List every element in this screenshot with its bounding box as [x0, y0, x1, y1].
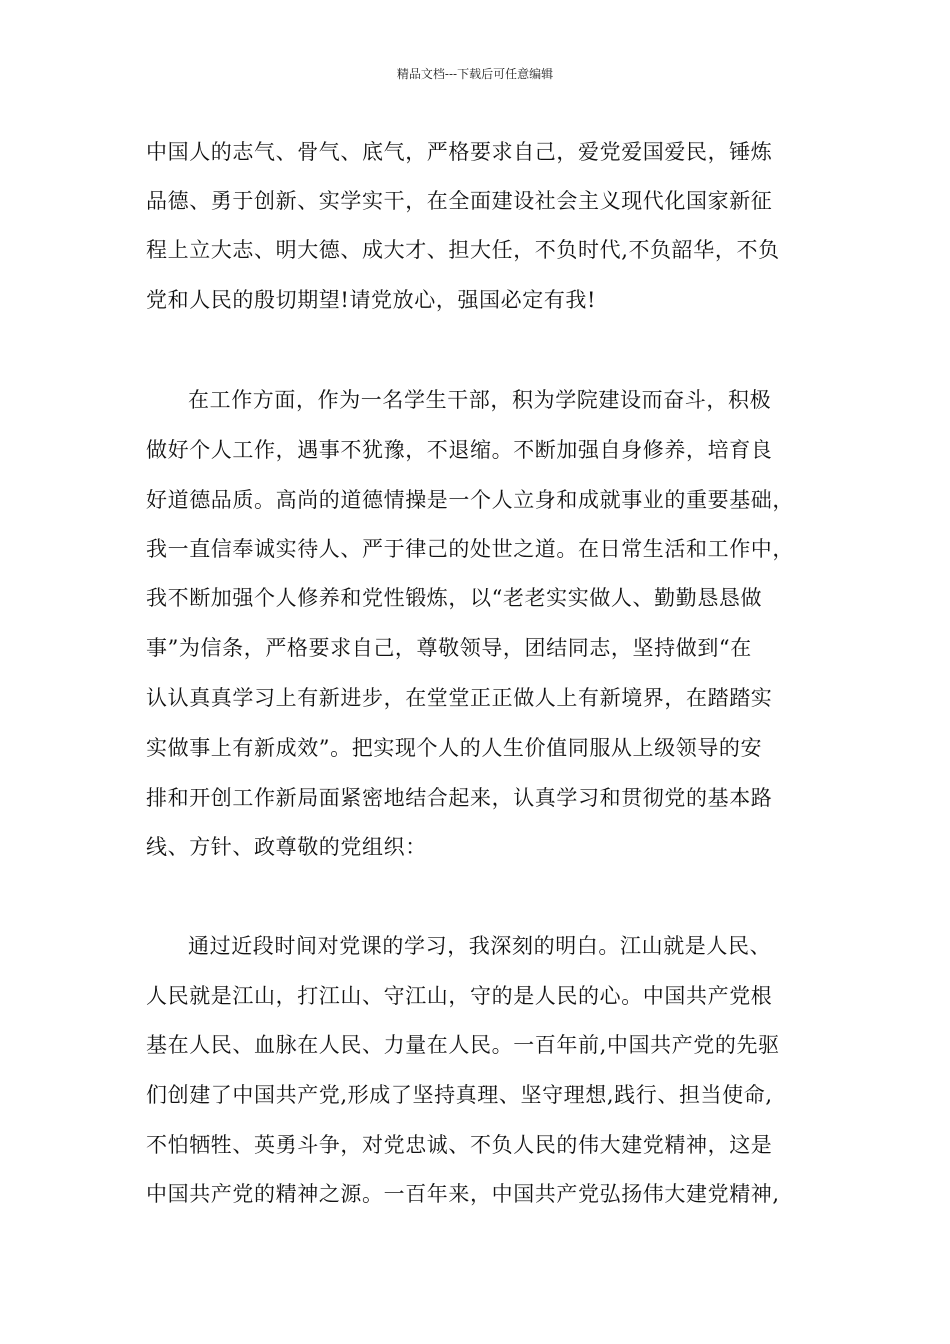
text-line: 中国共产党的精神之源。一百年来，中国共产党弘扬伟大建党精神, — [146, 1182, 780, 1206]
text-line: 人民就是江山，打江山、守江山，守的是人民的心。中国共产党根 — [146, 984, 773, 1008]
text-line: 好道德品质。高尚的道德情操是一个人立身和成就事业的重要基础， — [146, 488, 794, 512]
text-line: 做好个人工作，遇事不犹豫，不退缩。不断加强自身修养，培育良 — [146, 438, 773, 462]
page-header: 精品文档---下载后可任意编辑 — [396, 67, 554, 81]
text-line: 我不断加强个人修养和党性锻炼，以“老老实实做人、勤勤恳恳做 — [146, 586, 763, 610]
text-line: 线、方针、政尊敬的党组织： — [146, 835, 427, 859]
text-line: 程上立大志、明大德、成大才、担大任，不负时代,不负韶华，不负 — [146, 238, 780, 262]
text-line: 事”为信条，严格要求自己，尊敬领导，团结同志，坚持做到“在 — [146, 636, 752, 660]
text-line: 不怕牺牲、英勇斗争，对党忠诚、不负人民的伟大建党精神，这是 — [146, 1133, 773, 1157]
text-line: 党和人民的殷切期望!请党放心，强国必定有我! — [146, 288, 597, 312]
text-line: 实做事上有新成效”。把实现个人的人生价值同服从上级领导的安 — [146, 736, 763, 760]
text-line: 基在人民、血脉在人民、力量在人民。一百年前,中国共产党的先驱 — [146, 1033, 780, 1057]
text-line: 品德、勇于创新、实学实干，在全面建设社会主义现代化国家新征 — [146, 189, 773, 213]
text-line: 中国人的志气、骨气、底气，严格要求自己，爱党爱国爱民，锤炼 — [146, 140, 773, 164]
text-line: 我一直信奉诚实待人、严于律己的处世之道。在日常生活和工作中， — [146, 537, 794, 561]
text-line: 排和开创工作新局面紧密地结合起来，认真学习和贯彻党的基本路 — [146, 786, 773, 810]
text-line: 通过近段时间对党课的学习，我深刻的明白。江山就是人民、 — [188, 934, 772, 958]
text-line: 在工作方面，作为一名学生干部，积为学院建设而奋斗，积极 — [188, 388, 772, 412]
text-line: 们创建了中国共产党,形成了坚持真理、坚守理想,践行、担当使命, — [146, 1083, 773, 1107]
text-line: 认认真真学习上有新进步，在堂堂正正做人上有新境界，在踏踏实 — [146, 686, 773, 710]
